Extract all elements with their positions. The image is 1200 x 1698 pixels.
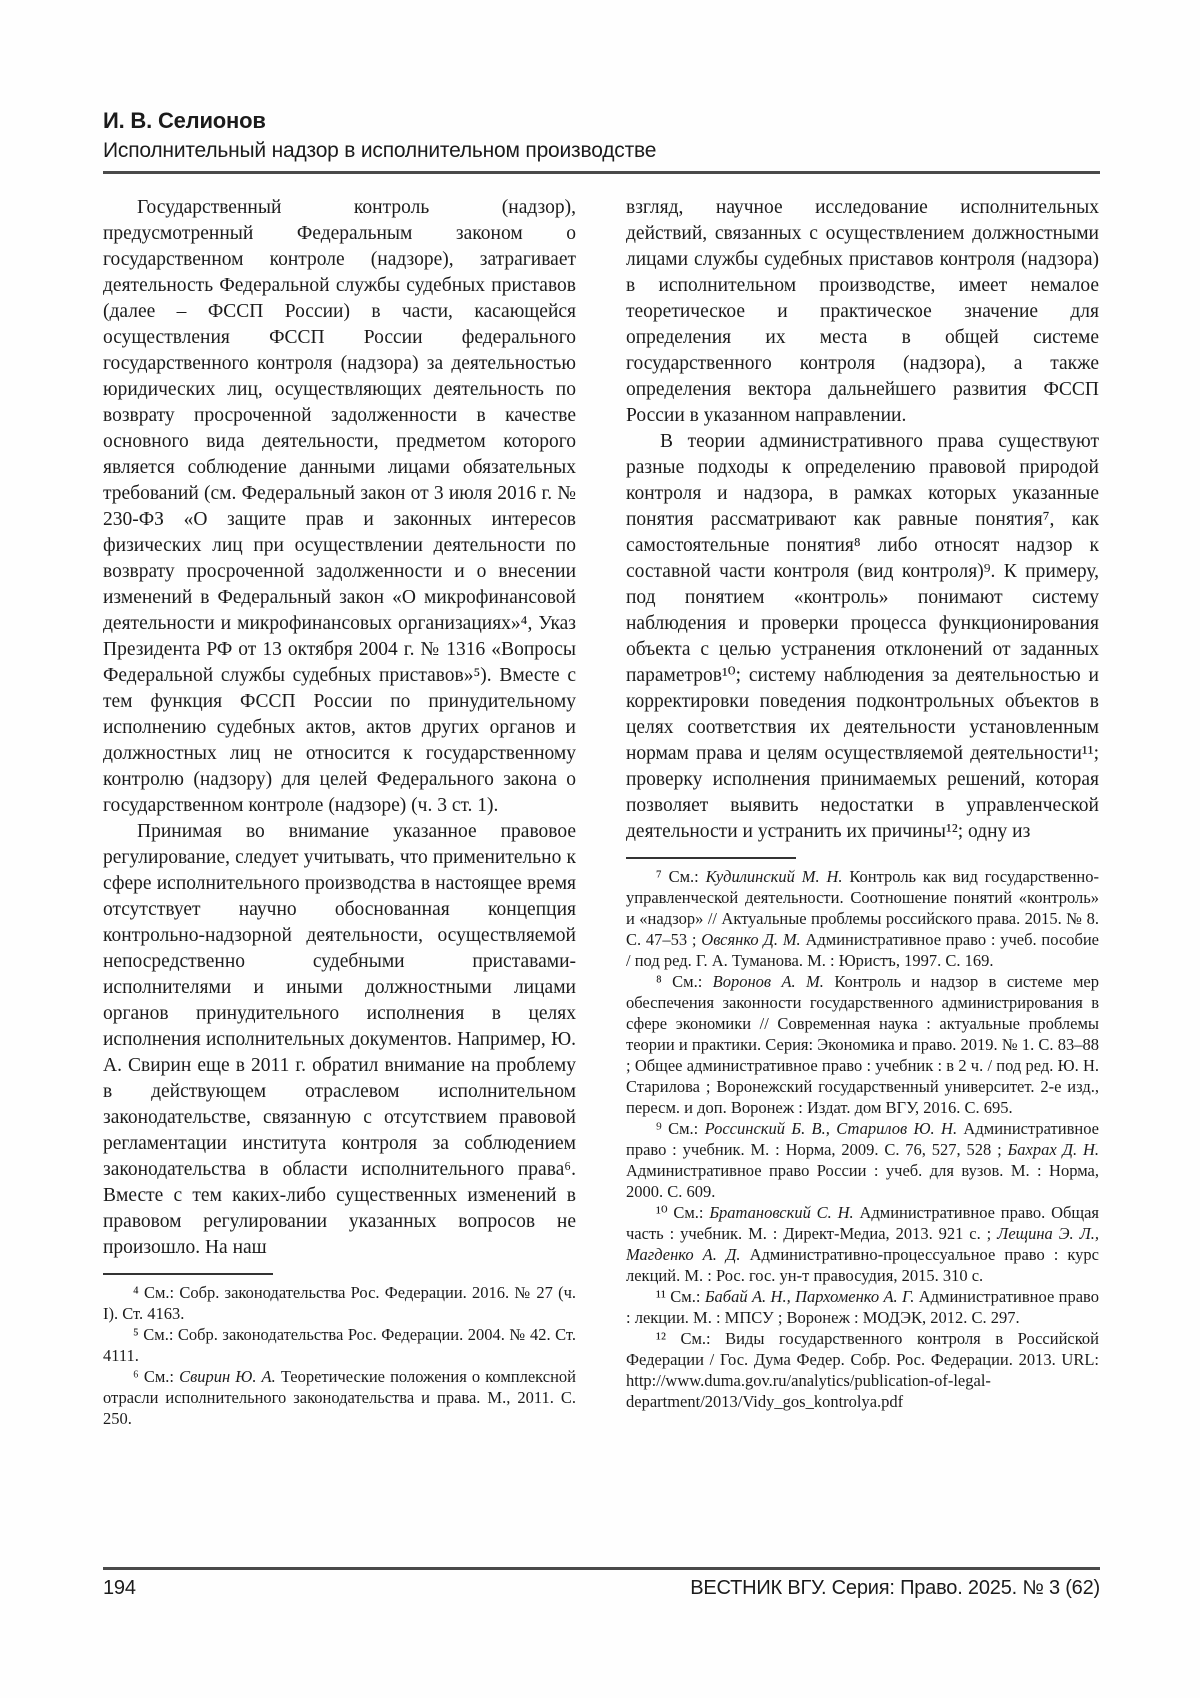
footnote-separator <box>103 1273 273 1275</box>
footnote-9: ⁹ См.: Россинский Б. В., Старилов Ю. Н. Административное право : учебник. М. : Норма, 2009. С. 76, 527, 528 ; Бахрах Д. Н. Административное право России : учеб. для вузов. М. : Норма, 2000. С. 609. <box>626 1119 1099 1201</box>
column-right <box>626 195 1099 1429</box>
footnote-6: ⁶ См.: Свирин Ю. А. Теоретические положения о комплексной отрасли исполнительного законодательства и права. М., 2011. С. 250. <box>103 1367 576 1428</box>
footnotes-left <box>103 1273 576 1429</box>
column-left <box>103 195 576 1429</box>
page-number: 194 <box>103 1577 136 1599</box>
body-paragraph: Государственный контроль (надзор), предусмотренный Федеральным законом о государственном контроле (надзоре), затрагивает деятельность Федеральной службы судебных приставов (далее – ФССП России) в части, касающейся осуществления ФССП России федерального государственного контроля (надзора) за деятельностью юридических лиц, осуществляющих деятельность по возврату просроченной задолженности в качестве основного вида деятельности, предметом которого является соблюдение данными лицами обязательных требований (см. Федеральный закон от 3 июля 2016 г. № 230-ФЗ «О защите прав и законных интересов физических лиц при осуществлении деятельности по возврату просроченной задолженности и о внесении изменений в Федеральный закон «О микрофинансовой деятельности и микрофинансовых организациях»⁴, Указ Президента РФ от 13 октября 2004 г. № 1316 «Вопросы Федеральной службы судебных приставов»⁵). Вместе с тем функция ФССП России по принудительному исполнению судебных актов, актов других органов и должностных лиц не относится к государственному контролю (надзору) для целей Федерального закона о государственном контроле (надзоре) (ч. 3 ст. 1). <box>103 197 576 816</box>
footnote-11: ¹¹ См.: Бабай А. Н., Пархоменко А. Г. Административное право : лекции. М. : МПСУ ; Воронеж : МОДЭК, 2012. С. 297. <box>626 1287 1099 1327</box>
footnote-12: ¹² См.: Виды государственного контроля в Российской Федерации / Гос. Дума Федер. Собр. Рос. Федерации. 2013. URL: http://www.duma.gov.ru/analytics/publication-of-legal-department/2013/Vidy_gos_kontrolya.pdf <box>626 1329 1099 1411</box>
footnotes-right <box>626 857 1099 1412</box>
footnote-7: ⁷ См.: Кудилинский М. Н. Контроль как вид государственно-управленческой деятельности. Соотношение понятий «контроль» и «надзор» // Актуальные проблемы российского права. 2015. № 8. С. 47–53 ; Овсянко Д. М. Административное право : учеб. пособие / под ред. Г. А. Туманова. М. : Юристъ, 1997. С. 169. <box>626 867 1100 970</box>
footnote-8: ⁸ См.: Воронов А. М. Контроль и надзор в системе мер обеспечения законности государственного администрирования в сфере экономики // Современная наука : актуальные проблемы теории и практики. Серия: Экономика и право. 2019. № 1. С. 83–88 ; Общее административное право : учебник : в 2 ч. / под ред. Ю. Н. Старилова ; Воронежский государственный университет. 2-е изд., пересм. и доп. Воронеж : Издат. дом ВГУ, 2016. С. 695. <box>626 972 1099 1117</box>
footnote-4: ⁴ См.: Собр. законодательства Рос. Федерации. 2016. № 27 (ч. I). Ст. 4163. <box>103 1283 576 1323</box>
header-rule <box>103 171 1100 174</box>
body-paragraph: В теории административного права существуют разные подходы к определению правовой природой контроля и надзора, в рамках которых указанные понятия рассматривают как равные понятия⁷, как самостоятельные понятия⁸ либо относят надзор к составной части контроля (вид контроля)⁹. К примеру, под понятием «контроль» понимают систему наблюдения и проверки процесса функционирования объекта с целью устранения отклонений от заданных параметров¹⁰; систему наблюдения за деятельностью и корректировки поведения подконтрольных объектов в целях соответствия их деятельности установленным нормам права и целям осуществляемой деятельности¹¹; проверку исполнения принимаемых решений, которая позволяет выявить недостатки в управленческой деятельности и устранить их причины¹²; одну из <box>626 431 1099 842</box>
footnote-5: ⁵ См.: Собр. законодательства Рос. Федерации. 2004. № 42. Ст. 4111. <box>103 1325 576 1365</box>
body-paragraph: взгляд, научное исследование исполнительных действий, связанных с осуществлением должностными лицами службы судебных приставов контроля (надзора) в исполнительном производстве, имеет немалое теоретическое и практическое значение для определения их места в общей системе государственного контроля (надзора), а также определения вектора дальнейшего развития ФССП России в указанном направлении. <box>626 197 1099 426</box>
footnote-10: ¹⁰ См.: Братановский С. Н. Административное право. Общая часть : учебник. М. : Директ-Медиа, 2013. 921 с. ; Лещина Э. Л., Магденко А. Д. Административно-процессуальное право : курс лекций. М. : Рос. гос. ун-т правосудия, 2015. 310 с. <box>626 1203 1099 1285</box>
article-title: Исполнительный надзор в исполнительном производстве <box>103 139 657 162</box>
page-header <box>103 108 1100 174</box>
author-name: И. В. Селионов <box>103 108 266 133</box>
footer-rule <box>103 1567 1100 1570</box>
page-footer <box>103 1567 1100 1600</box>
journal-reference: ВЕСТНИК ВГУ. Серия: Право. 2025. № 3 (62) <box>690 1577 1100 1599</box>
body-paragraph: Принимая во внимание указанное правовое регулирование, следует учитывать, что применительно к сфере исполнительного производства в настоящее время отсутствует научно обоснованная концепция контрольно-надзорной деятельности, осуществляемой непосредственно судебными приставами-исполнителями и иными должностными лицами органов принудительного исполнения в целях исполнения исполнительных документов. Например, Ю. А. Свирин еще в 2011 г. обратил внимание на проблему в действующем отраслевом исполнительном законодательстве, связанную с отсутствием правовой регламентации института контроля за соблюдением законодательства в области исполнительного права⁶. Вместе с тем каких-либо существенных изменений в правовом регулировании указанных вопросов не произошло. На наш <box>103 821 576 1258</box>
footnote-separator <box>626 857 796 859</box>
footer-row <box>103 1577 1100 1600</box>
body-columns <box>103 195 1100 1429</box>
